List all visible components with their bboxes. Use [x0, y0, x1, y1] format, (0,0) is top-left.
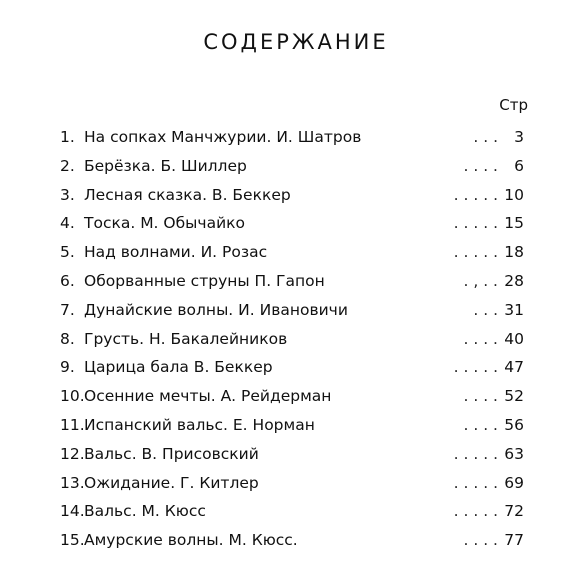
toc-leader-dots: . . . . . — [453, 243, 498, 262]
toc-entry — [60, 152, 526, 181]
toc-leader-dots: . . . . . — [453, 358, 498, 377]
toc-leader-dots: . . . . — [463, 415, 498, 434]
toc-leader-dots: . . . — [473, 300, 498, 319]
toc-entry — [60, 497, 526, 526]
toc-entry-page: 18 — [504, 243, 524, 262]
toc-entry-number: 5. — [60, 243, 75, 262]
toc-entry-title: Грусть. Н. Бакалейников — [84, 329, 288, 348]
toc-entry-number: 8. — [60, 329, 75, 348]
toc-entry-title: Оборванные струны П. Гапон — [84, 271, 325, 290]
toc-entry-page: 47 — [504, 358, 524, 377]
toc-entry-title: Тоска. М. Обычайко — [84, 214, 245, 233]
toc-entry-number: 7. — [60, 300, 75, 319]
toc-entry-page: 69 — [504, 473, 524, 492]
toc-entry — [60, 267, 526, 296]
toc-entry-title: Дунайские волны. И. Ивановичи — [84, 300, 348, 319]
toc-leader-dots: . . . . . — [453, 214, 498, 233]
toc-entry-page: 31 — [504, 300, 524, 319]
toc-entry-number: 13. — [60, 473, 85, 492]
toc-entry-title: Амурские волны. М. Кюсс. — [84, 531, 298, 550]
toc-entry-title: Вальс. М. Кюсс — [84, 502, 206, 521]
toc-entry-page: 56 — [504, 415, 524, 434]
toc-entry-page: 10 — [504, 185, 524, 204]
toc-entry — [60, 353, 526, 382]
toc-leader-dots: . . . . . — [453, 502, 498, 521]
toc-entry-number: 11. — [60, 415, 85, 434]
toc-entry — [60, 123, 526, 152]
toc-entry-page: 15 — [504, 214, 524, 233]
toc-entry-page: 77 — [504, 531, 524, 550]
toc-leader-dots: . . . . — [463, 387, 498, 406]
toc-entry-title: Царица бала В. Беккер — [84, 358, 273, 377]
toc-entry-number: 12. — [60, 444, 85, 463]
toc-entry — [60, 209, 526, 238]
toc-entry-title: Испанский вальс. Е. Норман — [84, 415, 315, 434]
toc-entry — [60, 296, 526, 325]
table-of-contents — [60, 123, 526, 555]
toc-entry-page: 3 — [514, 128, 524, 146]
toc-entry-title: Берёзка. Б. Шиллер — [84, 156, 247, 175]
toc-entry-number: 15. — [60, 531, 85, 550]
toc-entry — [60, 440, 526, 469]
toc-entry-page: 40 — [504, 329, 524, 348]
toc-entry-number: 6. — [60, 271, 75, 290]
toc-leader-dots: . . . — [473, 128, 498, 146]
toc-entry-page: 72 — [504, 502, 524, 521]
toc-entry — [60, 411, 526, 440]
toc-leader-dots: . , . . — [463, 271, 498, 290]
toc-entry-title: Лесная сказка. В. Беккер — [84, 185, 291, 204]
toc-entry-number: 3. — [60, 185, 75, 204]
toc-entry — [60, 382, 526, 411]
toc-entry-page: 28 — [504, 271, 524, 290]
toc-entry-page: 6 — [514, 156, 524, 175]
toc-entry — [60, 238, 526, 267]
toc-entry — [60, 526, 526, 555]
toc-leader-dots: . . . . — [463, 156, 498, 175]
toc-leader-dots: . . . . . — [453, 473, 498, 492]
toc-entry-number: 2. — [60, 156, 75, 175]
toc-entry-title: Осенние мечты. А. Рейдерман — [84, 387, 332, 406]
toc-entry-title: Над волнами. И. Розас — [84, 243, 268, 262]
toc-entry-title: На сопках Манчжурии. И. Шатров — [84, 128, 362, 146]
toc-entry-title: Вальс. В. Присовский — [84, 444, 259, 463]
toc-entry-page: 52 — [504, 387, 524, 406]
toc-entry-number: 14. — [60, 502, 85, 521]
toc-entry — [60, 325, 526, 354]
toc-leader-dots: . . . . . — [453, 185, 498, 204]
page-column-header: Стр — [499, 96, 528, 114]
toc-entry-number: 1. — [60, 128, 75, 146]
page-title: СОДЕРЖАНИЕ — [203, 30, 389, 54]
toc-entry-number: 4. — [60, 214, 75, 233]
toc-entry — [60, 469, 526, 498]
toc-entry-page: 63 — [504, 444, 524, 463]
toc-entry-number: 9. — [60, 358, 75, 377]
toc-entry-title: Ожидание. Г. Китлер — [84, 473, 259, 492]
toc-leader-dots: . . . . . — [453, 444, 498, 463]
toc-entry — [60, 181, 526, 210]
toc-leader-dots: . . . . — [463, 531, 498, 550]
toc-leader-dots: . . . . — [463, 329, 498, 348]
toc-entry-number: 10. — [60, 387, 85, 406]
